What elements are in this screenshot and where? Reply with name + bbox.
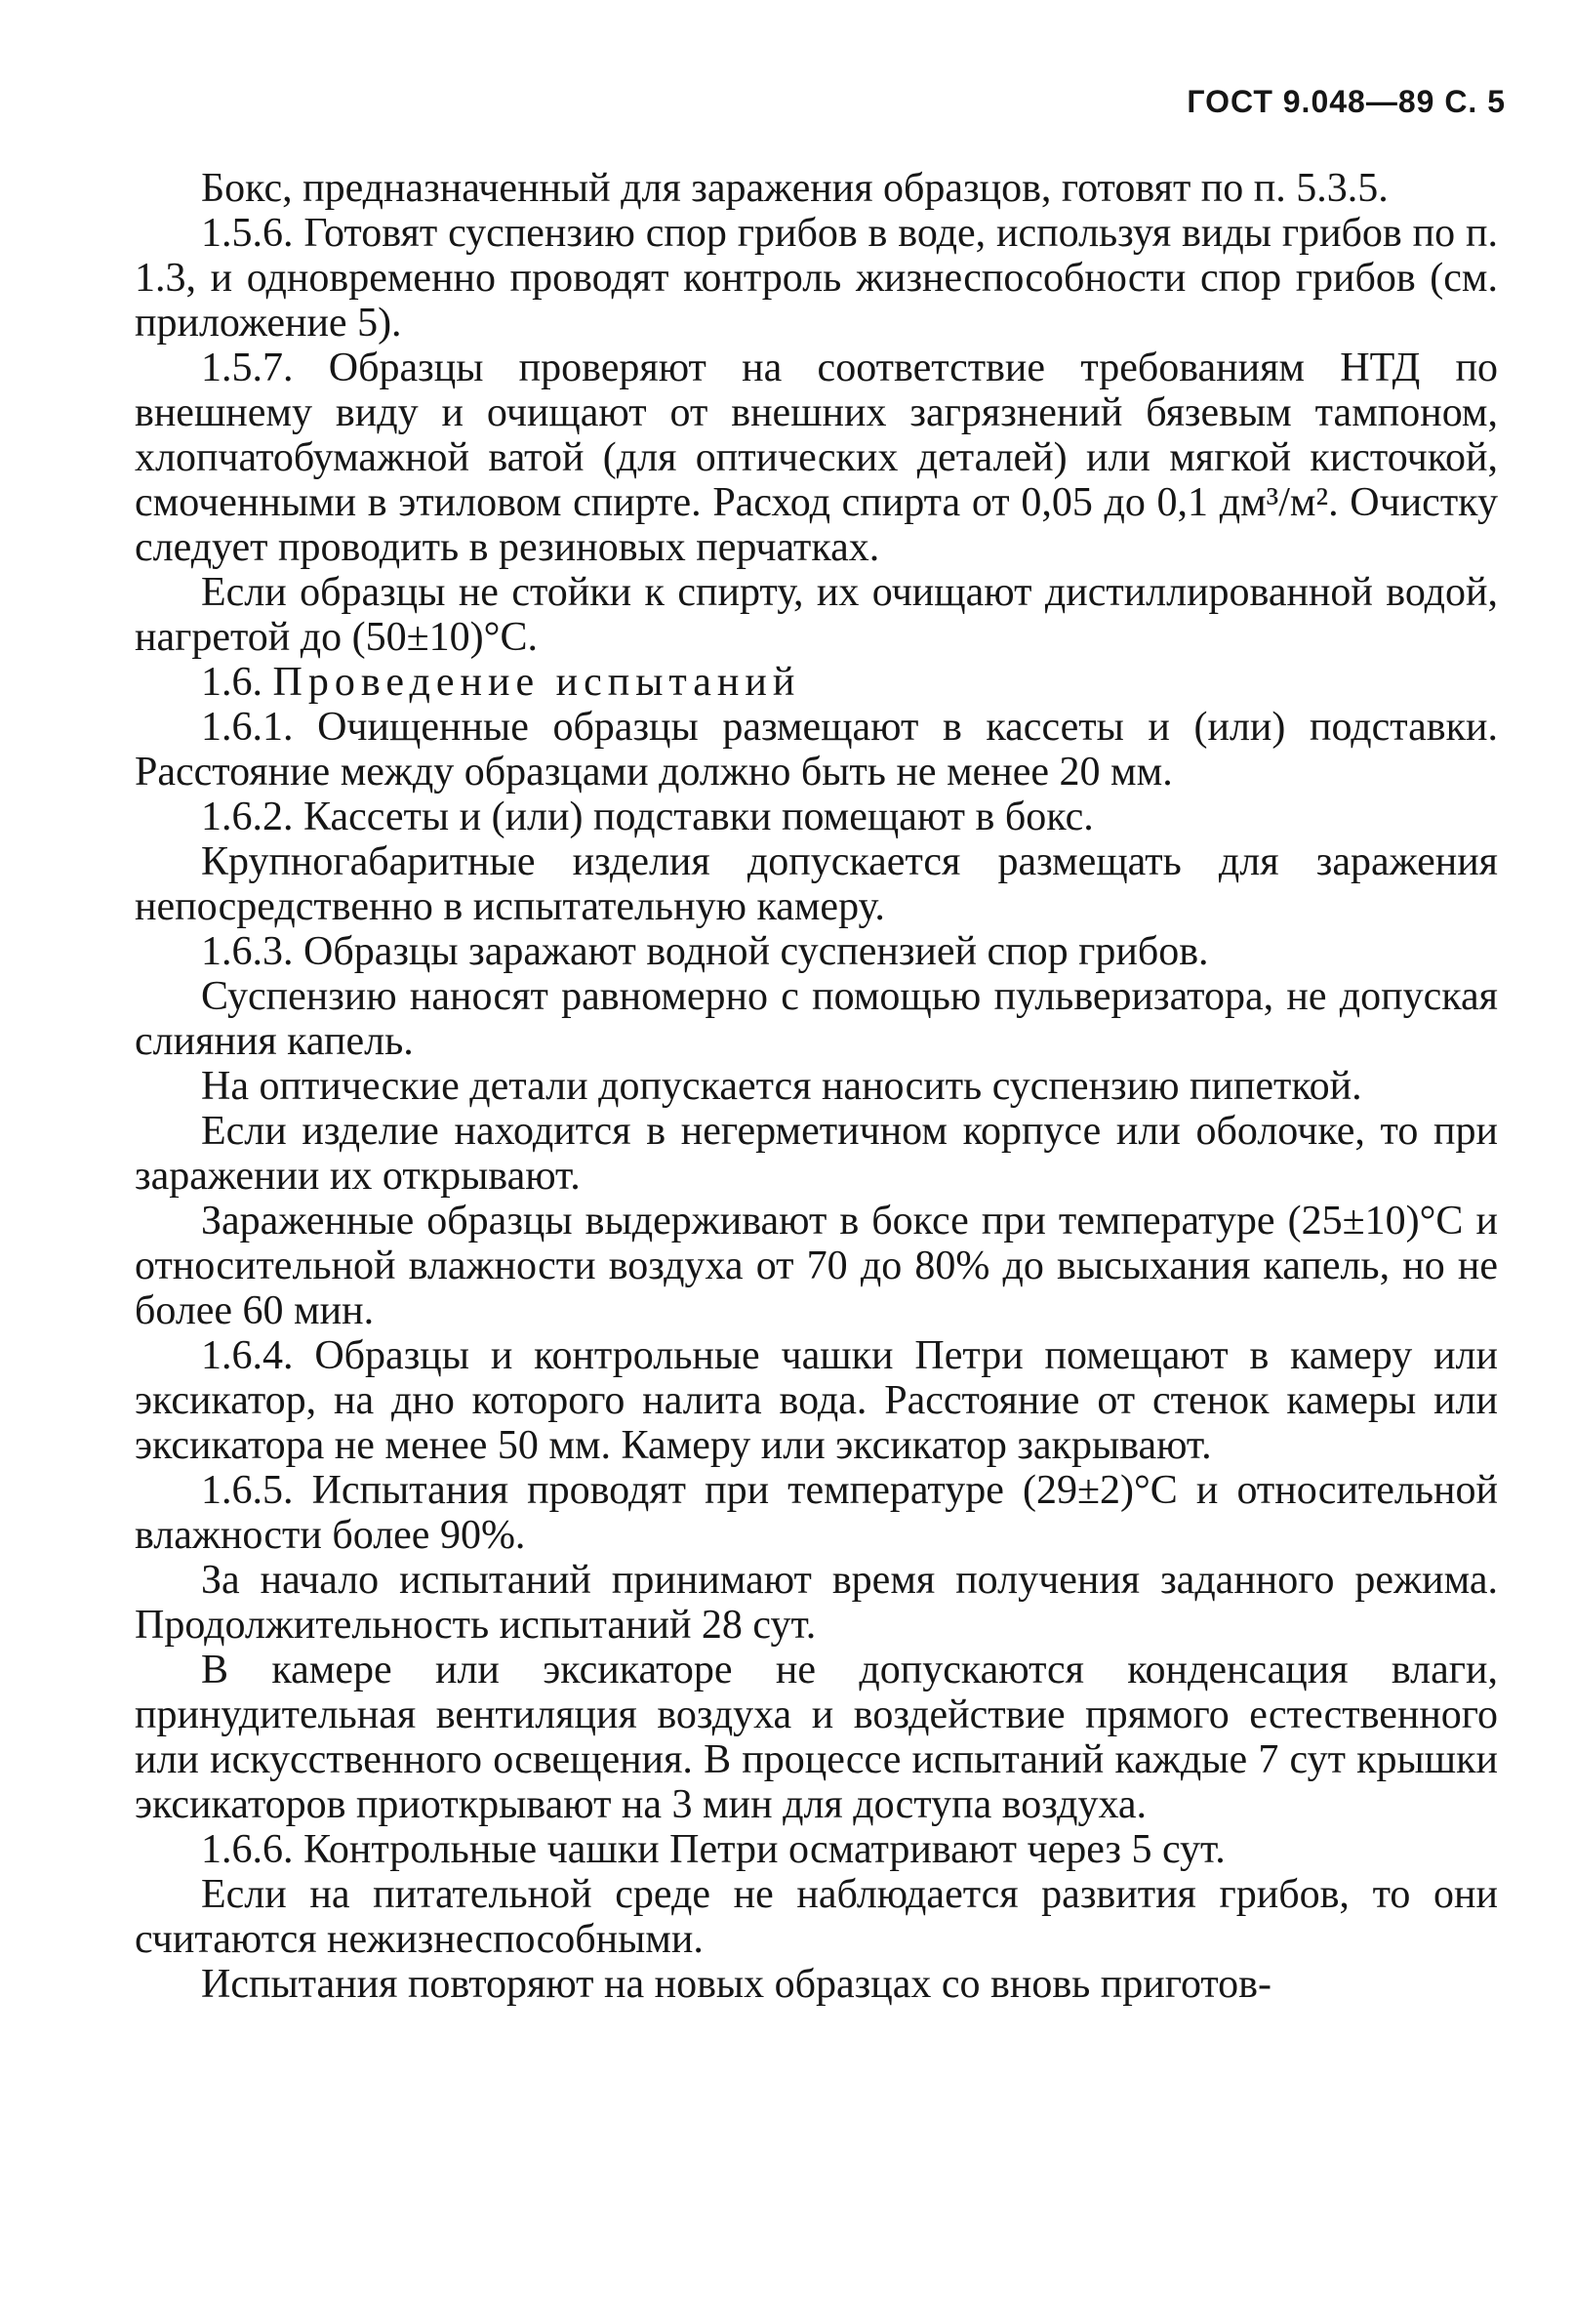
paragraph: На оптические детали допускается наносить суспензию пипеткой. bbox=[201, 1064, 1362, 1109]
paragraph: Если образцы не стойки к спирту, их очищают дистиллированной водой, нагретой до (50±10)°С. bbox=[135, 570, 1498, 660]
section-title: Проведение испытаний bbox=[272, 660, 801, 705]
paragraph: Бокс, предназначенный для заражения образцов, готовят по п. 5.3.5. bbox=[201, 166, 1389, 211]
paragraph: 1.5.6. Готовят суспензию спор грибов в воде, используя виды грибов по п. 1.3, и одновременно проводят контроль жизнеспособности спор грибов (см. приложение 5). bbox=[135, 211, 1498, 346]
paragraph: Зараженные образцы выдерживают в боксе при температуре (25±10)°С и относительной влажности воздуха от 70 до 80% до высыхания капель, но не более 60 мин. bbox=[135, 1199, 1498, 1333]
paragraph: 1.5.7. Образцы проверяют на соответствие требованиям НТД по внешнему виду и очищают от внешних загрязнений бязевым тампоном, хлопчатобумажной ватой (для оптических деталей) или мягкой кисточкой, смоченными в этиловом спирте. Расход спирта от 0,05 до 0,1 дм³/м². Очистку следует проводить в резиновых перчатках. bbox=[135, 346, 1498, 570]
paragraph: Испытания повторяют на новых образцах со вновь приготов- bbox=[201, 1962, 1272, 2007]
paragraph: За начало испытаний принимают время получения заданного режима. Продолжительность испытаний 28 сут. bbox=[135, 1558, 1498, 1648]
page-header: ГОСТ 9.048—89 С. 5 bbox=[1187, 84, 1506, 119]
paragraph: Если на питательной среде не наблюдается развития грибов, то они считаются нежизнеспособными. bbox=[135, 1872, 1498, 1962]
section-heading bbox=[135, 660, 1498, 705]
paragraph: 1.6.2. Кассеты и (или) подставки помещают в бокс. bbox=[201, 795, 1094, 839]
page-body bbox=[135, 166, 1498, 2007]
paragraph: Крупногабаритные изделия допускается размещать для заражения непосредственно в испытательную камеру. bbox=[135, 839, 1498, 929]
paragraph: В камере или эксикаторе не допускаются конденсация влаги, принудительная вентиляция воздуха и воздействие прямого естественного или искусственного освещения. В процессе испытаний каждые 7 сут крышки эксикаторов приоткрывают на 3 мин для доступа воздуха. bbox=[135, 1648, 1498, 1827]
paragraph: 1.6.6. Контрольные чашки Петри осматривают через 5 сут. bbox=[201, 1827, 1226, 1872]
paragraph: 1.6.1. Очищенные образцы размещают в кассеты и (или) подставки. Расстояние между образцами должно быть не менее 20 мм. bbox=[135, 705, 1498, 795]
section-number: 1.6. bbox=[201, 660, 262, 705]
paragraph: 1.6.4. Образцы и контрольные чашки Петри помещают в камеру или эксикатор, на дно которого налита вода. Расстояние от стенок камеры или эксикатора не менее 50 мм. Камеру или эксикатор закрывают. bbox=[135, 1333, 1498, 1468]
paragraph: Если изделие находится в негерметичном корпусе или оболочке, то при заражении их открывают. bbox=[135, 1109, 1498, 1199]
paragraph: Суспензию наносят равномерно с помощью пульверизатора, не допуская слияния капель. bbox=[135, 974, 1498, 1064]
paragraph: 1.6.5. Испытания проводят при температуре (29±2)°С и относительной влажности более 90%. bbox=[135, 1468, 1498, 1558]
paragraph: 1.6.3. Образцы заражают водной суспензией спор грибов. bbox=[201, 929, 1209, 974]
